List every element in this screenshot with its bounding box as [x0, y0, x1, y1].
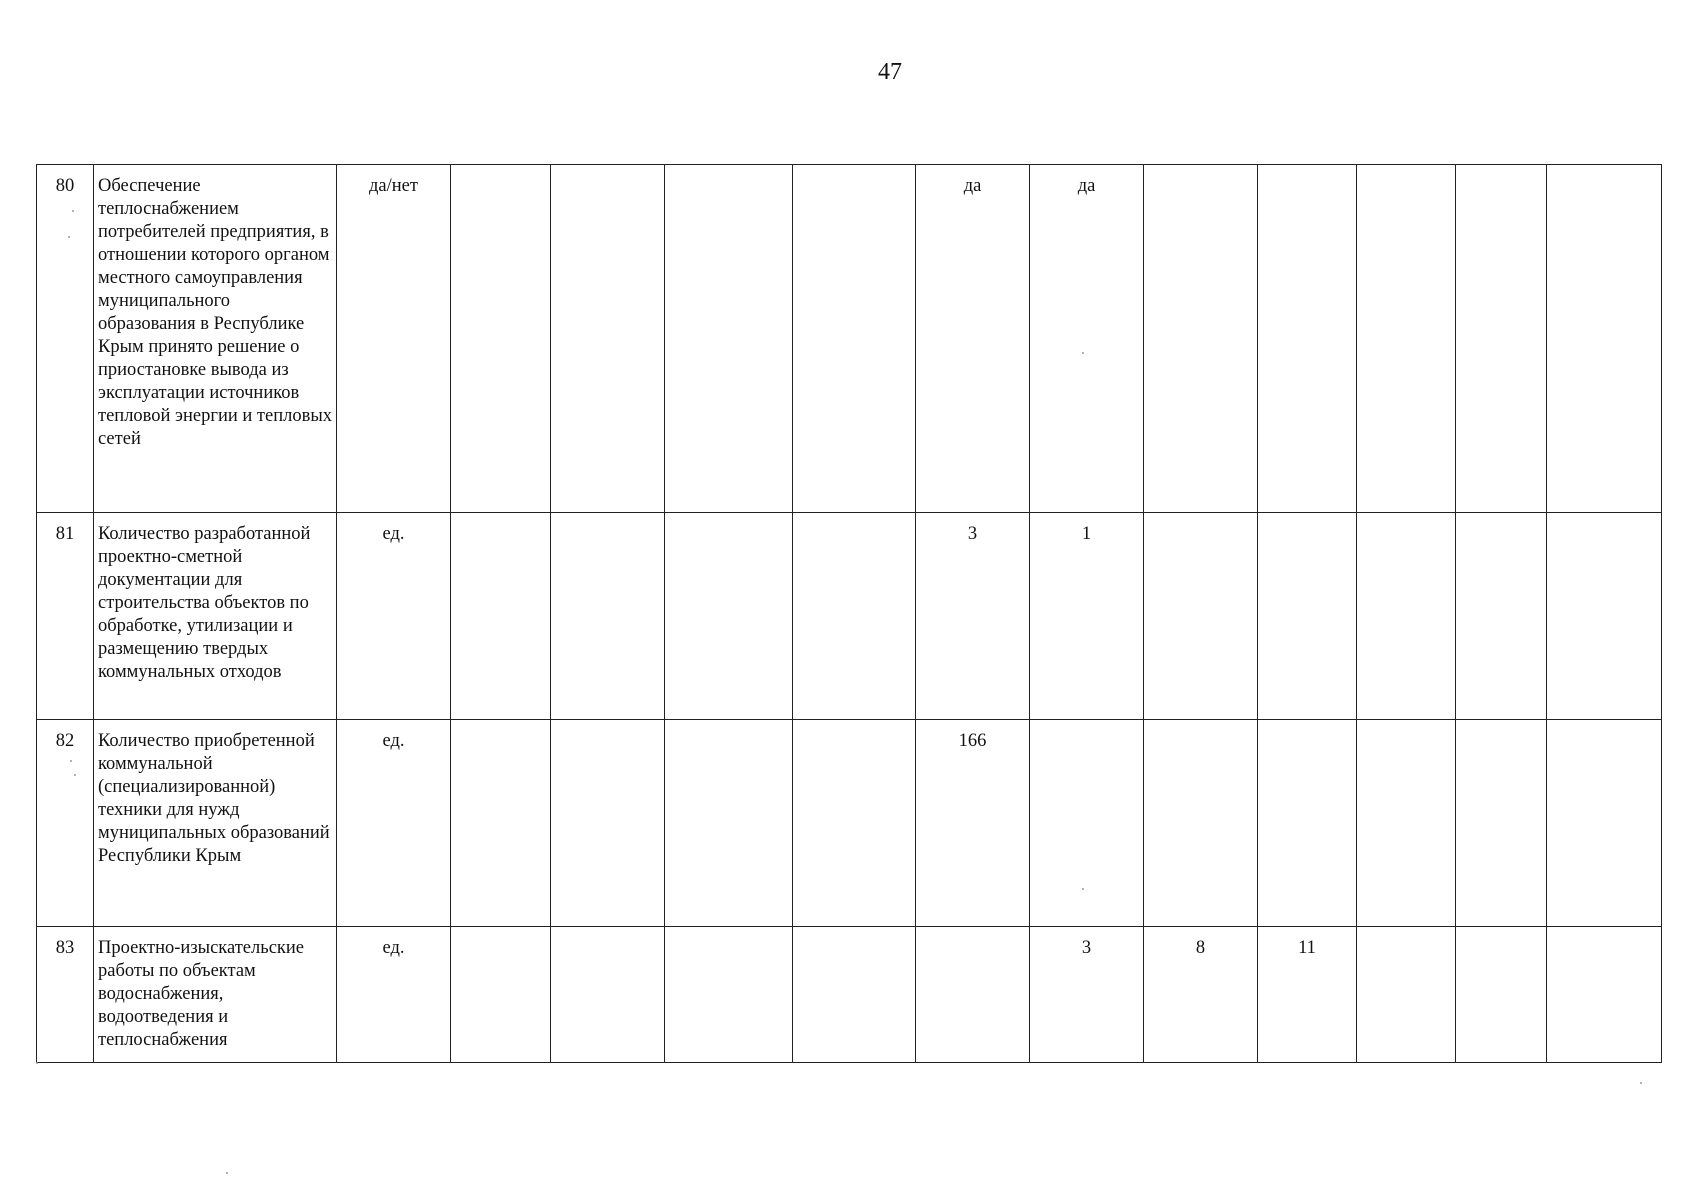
unit-cell: ед. [337, 513, 451, 720]
value-cell [1456, 720, 1547, 927]
value-cell [1030, 720, 1144, 927]
value-cell [451, 513, 551, 720]
value-cell [665, 720, 793, 927]
value-cell [451, 165, 551, 513]
scan-speck [1082, 888, 1084, 890]
value-cell [665, 927, 793, 1063]
value-cell [793, 927, 916, 1063]
value-cell [1144, 513, 1258, 720]
value-cell [793, 513, 916, 720]
indicator-name: Обеспечение теплоснабжением потребителей предприятия, в отношении которого органом местного самоуправления муниципального образования в Республике Крым принято решение о приостановке вывода из эксплуатации источников тепловой энергии и тепловых сетей [94, 165, 337, 513]
value-cell [1456, 165, 1547, 513]
value-cell [1547, 165, 1662, 513]
scan-speck [72, 210, 74, 212]
value-cell [665, 165, 793, 513]
row-number: 80 [37, 165, 94, 513]
value-cell [1357, 513, 1456, 720]
value-cell [1357, 720, 1456, 927]
table-row [37, 720, 1662, 927]
value-cell [1258, 720, 1357, 927]
table-row [37, 513, 1662, 720]
row-number: 81 [37, 513, 94, 720]
value-cell [1357, 165, 1456, 513]
page-number: 47 [878, 59, 902, 85]
value-cell [1258, 165, 1357, 513]
indicator-name: Количество разработанной проектно-сметной документации для строительства объектов по обработке, утилизации и размещению твердых коммунальных отходов [94, 513, 337, 720]
value-cell [916, 927, 1030, 1063]
value-cell [665, 513, 793, 720]
value-cell [1547, 513, 1662, 720]
value-cell [1547, 927, 1662, 1063]
value-cell [1144, 165, 1258, 513]
value-cell [451, 927, 551, 1063]
value-cell [551, 513, 665, 720]
value-cell: 1 [1030, 513, 1144, 720]
table-row [37, 165, 1662, 513]
unit-cell: ед. [337, 927, 451, 1063]
scan-speck [68, 236, 70, 238]
value-cell [1258, 513, 1357, 720]
scan-speck [74, 774, 76, 776]
value-cell: 11 [1258, 927, 1357, 1063]
value-cell [1144, 720, 1258, 927]
value-cell: 8 [1144, 927, 1258, 1063]
value-cell [551, 720, 665, 927]
scan-speck [1640, 1082, 1642, 1084]
row-number: 83 [37, 927, 94, 1063]
scan-speck [226, 1172, 228, 1174]
indicator-name: Проектно-изыскательские работы по объектам водоснабжения, водоотведения и теплоснабжения [94, 927, 337, 1063]
table-row [37, 927, 1662, 1063]
value-cell [1357, 927, 1456, 1063]
value-cell: 3 [1030, 927, 1144, 1063]
row-number: 82 [37, 720, 94, 927]
value-cell [1456, 927, 1547, 1063]
value-cell [793, 165, 916, 513]
value-cell [793, 720, 916, 927]
scan-speck [70, 760, 72, 762]
unit-cell: ед. [337, 720, 451, 927]
value-cell [1547, 720, 1662, 927]
scan-speck [1082, 352, 1084, 354]
value-cell: 166 [916, 720, 1030, 927]
value-cell [1456, 513, 1547, 720]
value-cell [451, 720, 551, 927]
unit-cell: да/нет [337, 165, 451, 513]
value-cell: да [916, 165, 1030, 513]
indicator-name: Количество приобретенной коммунальной (специализированной) техники для нужд муниципальных образований Республики Крым [94, 720, 337, 927]
value-cell: 3 [916, 513, 1030, 720]
value-cell: да [1030, 165, 1144, 513]
indicators-table [36, 164, 1662, 1063]
value-cell [551, 927, 665, 1063]
value-cell [551, 165, 665, 513]
scan-speck [36, 1062, 38, 1064]
